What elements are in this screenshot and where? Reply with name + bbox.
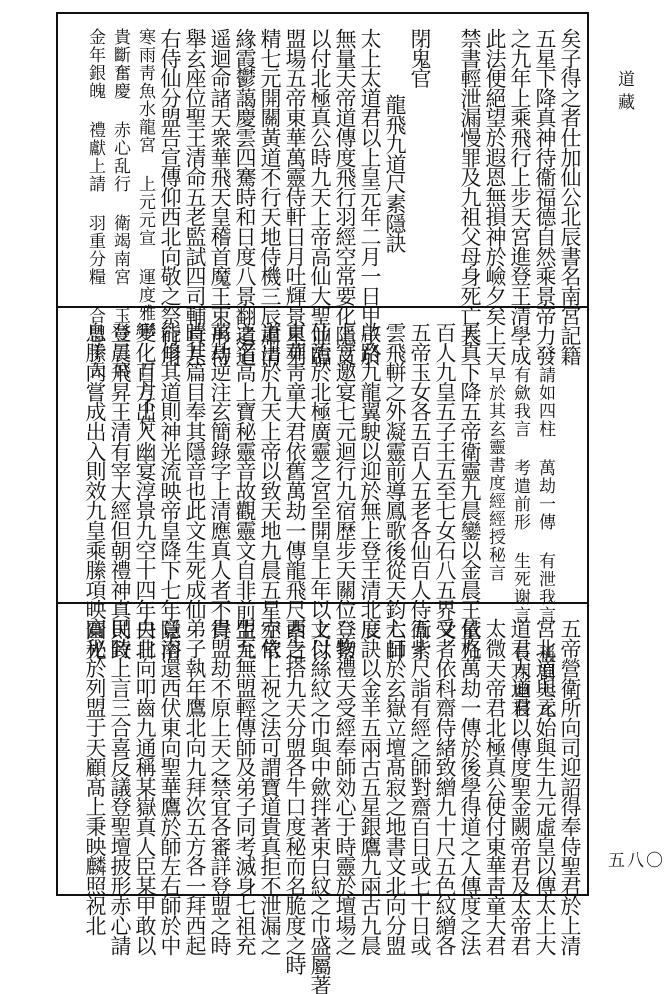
text-column: 禁書輕泄漏慢罪及九祖父母身死亡長	[458, 28, 482, 345]
page-frame	[56, 12, 589, 994]
text-column: 盟至無盟輕傳師及弟子同考滅身七祖充	[233, 618, 257, 955]
text-column: 七日於玄嶽立壇髙寂之地書文北向分盟	[383, 618, 407, 955]
verse-column: 有歛我言 考遣前形 生死谢言 長閉幽寢	[510, 366, 530, 717]
text-column: 矣子得之者仕加仙公北辰書名南宮記籍	[558, 28, 582, 365]
text-column: 萬劫逆注玄簡錄字上清應真人者不得	[208, 322, 232, 639]
section-heading: 閉鬼官	[408, 28, 432, 88]
text-column: 西告搭九天分盟各牛口度秘而名脆度之時	[283, 618, 307, 975]
verse-column: 金年銀魄 禮獻上請 羽重分糧 合盟千天	[85, 28, 105, 379]
text-column: 民時上言三合喜反議登聖壇披形赤心請	[108, 618, 132, 955]
text-column: 時其篇目奉其隱音也此文生死成仙	[183, 322, 207, 620]
text-column: 二物禮天受經奉師効心于時靈於壇場之	[333, 618, 357, 955]
text-column: 右侍仙分盟告宣傳仰西北向敬之祭行用	[158, 28, 182, 365]
text-column: 東華靑童大君依舊萬劫一傳龍飛尺素之	[283, 322, 307, 659]
text-column: 啟路九龍翼駛以迎於無上登王清北辰	[358, 322, 382, 639]
text-column: 度訣以金羊五兩古五星銀鷹九兩古九晨	[358, 618, 382, 955]
text-column: 齋秘於列盟于天顧髙上秉映麟照祝北	[83, 618, 107, 935]
text-column: 能修其道則神光流映帝皇降下七年隱浴	[158, 322, 182, 659]
text-column: 無量天帝道傳度飛行羽經空常要化隱文	[333, 28, 357, 365]
text-column: 緣霞鬱藹慶雲四騫時和日度八景翻遺道	[233, 28, 257, 365]
text-column: 五星下降真神待衞福德自然乘景帝力發	[533, 28, 557, 365]
verse-column: 請如四柱 萬劫一傳 有泄我言 稱罰七玄	[535, 366, 555, 717]
text-column: 變化百方出入幽宴淳景九空十四年白日	[133, 322, 157, 659]
section-title: 龍飛九道尺素隱訣	[383, 94, 407, 253]
text-column: 精七元開關黃道不行天地侍機三辰肅清	[258, 28, 282, 365]
text-column: 此法便絕望於遐恩無損神於嶮夕矣上天	[483, 28, 507, 365]
book-title: 道藏	[614, 70, 634, 116]
text-column: 雲飛軿之外凝靈前導鳳歌後從天鈞六師	[383, 322, 407, 659]
verse-column: 寒雨靑魚水龍宮 上元元宣 運度雅形 日月不侍	[135, 28, 155, 433]
text-column: 赤依上祝之法可謂寶道貴真拒不泄漏之	[258, 618, 282, 955]
text-column: 五帝營衛所向司迎詔得奉侍聖君於上清	[558, 618, 582, 955]
text-column: 登晨飛昇王清有宰大經但朝禮神真則致	[108, 322, 132, 659]
text-column: 五帝玉女各五百人五老各仙百人侍衞紫	[408, 322, 432, 659]
text-column: 太微天帝君北極真公使付東華靑童大君	[483, 618, 507, 955]
text-column: 依格萬劫一傳於後學得道之人傳度之法	[458, 618, 482, 955]
text-column: 道出於九天上帝以致天地九晨五星空常	[258, 322, 282, 659]
text-column: 央北向叩齒九通稱某嶽真人臣某甲敢以	[133, 618, 157, 955]
text-column	[432, 28, 458, 296]
text-column: 息縢向嘗成出入則效九皇乘縢項映圓光	[83, 322, 107, 659]
text-column: 竟南還西伏東向聖華鷹於師左右師於中	[158, 618, 182, 955]
text-column: 以付北極真公時九天上帝高仙大聖並臨	[308, 28, 332, 365]
text-column: 弟子執年鷹北向九拜次五方各一拜西起	[183, 618, 207, 955]
text-column: 之名高上寶秘靈音故觀靈文自非前生九	[233, 322, 257, 659]
text-column: 五十尺詣有經之師對齋百日或七十日或	[408, 618, 432, 955]
text-column: 道君大道君以傳度聖金闕帝君及太帝君	[508, 618, 532, 955]
text-column: 上宮邀宴七元迴行九宿歷步天關位登紫	[333, 322, 357, 659]
text-column: 宮北道與元始與生九元虛皇以傳太上大	[533, 618, 557, 955]
text-column: 百人九皇五子王五至七女石八五界又	[433, 322, 457, 639]
text-column: 受者依科齋侍緒致繒九十尺五色紋繒各	[433, 618, 457, 955]
text-column: 天真下降五帝衛靈九晨鑾以金晨王量九	[458, 322, 482, 659]
upper-panel	[58, 14, 587, 433]
text-column: 太上太道君以上皇元年二月一日甲子於	[358, 28, 382, 365]
text-column: 上以絲紋之巾與中歛拌著束白紋之巾盛屬著	[308, 618, 332, 994]
text-column: 仙治於北極廣靈之宮至開皇上年以文付	[308, 322, 332, 659]
subheading-column: 早於其玄靈書度經經授秘言	[485, 366, 505, 582]
middle-panel	[58, 306, 587, 717]
text-column: 遥迴命諸天衆華飛天皇稽首魔王束形侍	[208, 28, 232, 365]
text-column: 盟場五帝東華萬靈侍軒日月吐輝景星列	[283, 28, 307, 365]
verse-column: 貴斷奮慶 赤心乱行 衛竭南宮 玉曼五宮	[110, 28, 130, 379]
text-column: 舉玄座位聖王清命五老監試四司輔真左	[183, 28, 207, 365]
text-column: 之九年上乘飛行上步天宮進登王清學成	[508, 28, 532, 365]
text-column: 貴盟劫不原上天之禁宜各審詳登盟之時	[208, 618, 232, 955]
lower-panel	[58, 602, 587, 994]
page-number: 五八〇	[608, 851, 665, 871]
